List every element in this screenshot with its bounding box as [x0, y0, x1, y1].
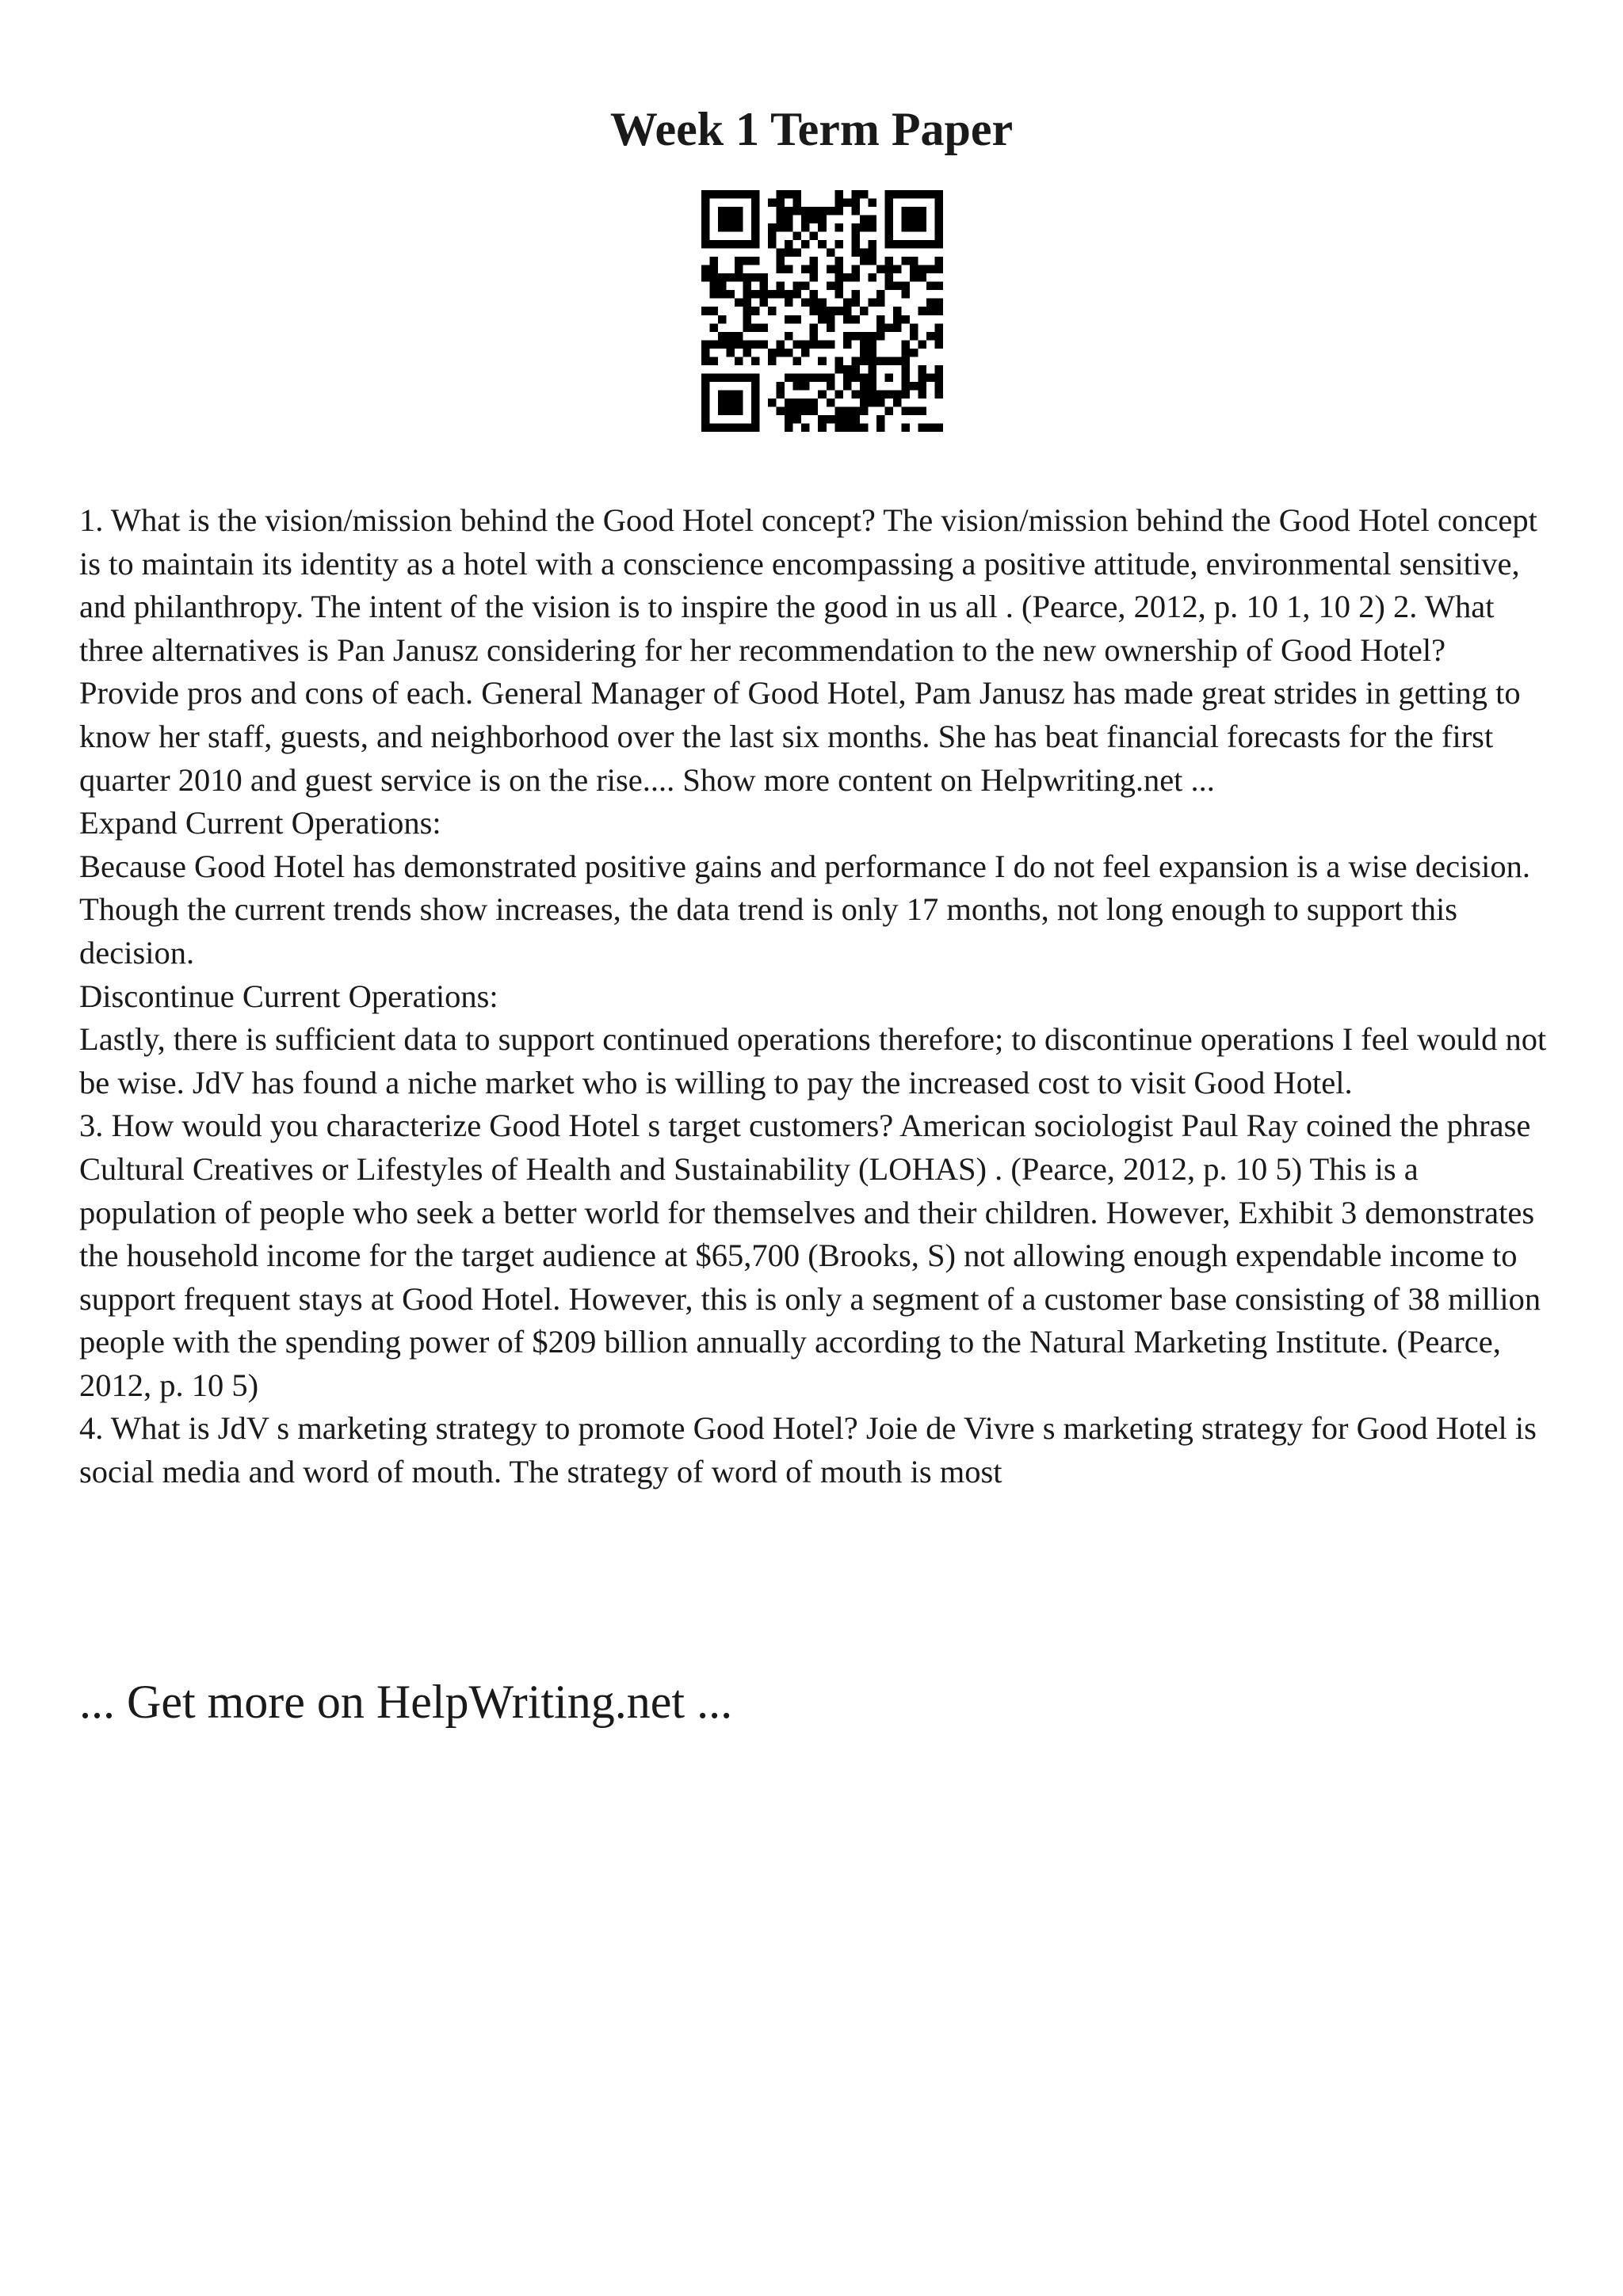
heading-expand-operations: Expand Current Operations:: [79, 805, 441, 841]
paragraph-intro: 1. What is the vision/mission behind the Good Hotel concept? The vision/mission behind the Good Hotel concept is to maintain its identity as a hotel with a conscience encompassing a positive attitude, environmental sensitive, and philanthropy. The intent of the vision is to inspire the good in us all . (Pearce, 2012, p. 10 1, 10 2) 2. What three alternatives is Pan Janusz considering for her recommendation to the new ownership of Good Hotel? Provide pros and cons of each. General Manager of Good Hotel, Pam Janusz has made great strides in getting to know her staff, guests, and neighborhood over the last six months. She has beat financial forecasts for the first quarter 2010 and guest service is on the rise.... Show more content on Helpwriting.net ...: [79, 502, 1537, 798]
paragraph-target-customers: 3. How would you characterize Good Hotel s target customers? American sociologist Paul Ray coined the phrase Cultural Creatives or Lifestyles of Health and Sustainability (LOHAS) . (Pearce, 2012, p. 10 5) This is a population of people who seek a better world for themselves and their children. However, Exhibit 3 demonstrates the household income for the target audience at $65,700 (Brooks, S) not allowing enough expendable income to support frequent stays at Good Hotel. However, this is only a segment of a customer base consisting of 38 million people with the spending power of $209 billion annually according to the Natural Marketing Institute. (Pearce, 2012, p. 10 5): [79, 1108, 1541, 1403]
paragraph-expand-operations: Because Good Hotel has demonstrated positive gains and performance I do not feel expansion is a wise decision. Though the current trends show increases, the data trend is only 17 months, not long enough to support this decision.: [79, 848, 1530, 971]
qr-code-icon: [701, 190, 943, 432]
paragraph-discontinue-operations: Lastly, there is sufficient data to support continued operations therefore; to discontinue operations I feel would not be wise. JdV has found a niche market who is willing to pay the increased cost to visit Good Hotel.: [79, 1021, 1547, 1100]
get-more-link[interactable]: ... Get more on HelpWriting.net ...: [79, 1676, 733, 1728]
heading-discontinue-operations: Discontinue Current Operations:: [79, 978, 498, 1014]
body-text: [79, 499, 1553, 1494]
page-title: Week 1 Term Paper: [609, 103, 1014, 155]
paragraph-marketing-strategy: 4. What is JdV s marketing strategy to promote Good Hotel? Joie de Vivre s marketing strategy for Good Hotel is social media and word of mouth. The strategy of word of mouth is most: [79, 1410, 1537, 1490]
